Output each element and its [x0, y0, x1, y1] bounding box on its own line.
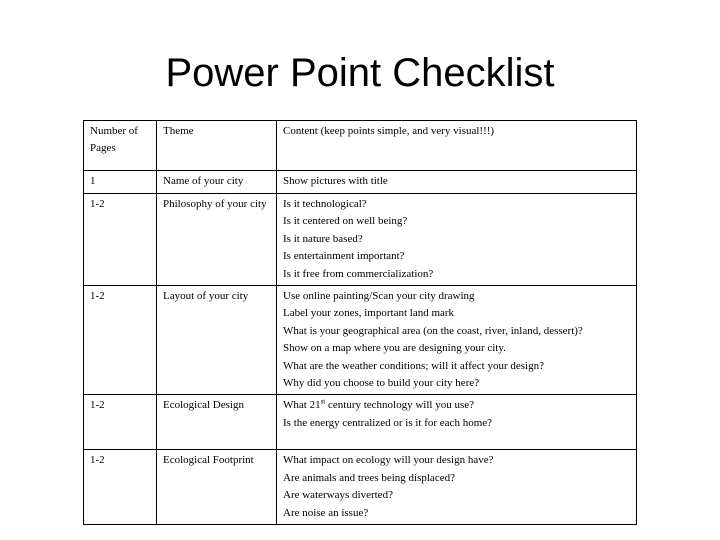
table-row — [84, 194, 637, 286]
table-row — [84, 450, 637, 525]
cell-pages: 1-2 — [84, 286, 157, 395]
cell-content — [277, 450, 637, 525]
content-line: What is your geographical area (on the coast, river, inland, dessert)? — [283, 324, 583, 337]
cell-theme: Ecological Design — [157, 395, 277, 450]
table-row — [84, 395, 637, 450]
content-line: Is the energy centralized or is it for each home? — [283, 416, 493, 429]
table-header-row — [84, 121, 637, 171]
content-line — [283, 397, 630, 414]
slide-title: Power Point Checklist — [165, 51, 555, 95]
cell-pages: 1-2 — [84, 395, 157, 450]
cell-theme: Philosophy of your city — [157, 194, 277, 286]
cell-pages: 1 — [84, 171, 157, 194]
table-row — [84, 171, 637, 194]
header-theme: Theme — [157, 121, 277, 171]
header-number-of-pages: Number of Pages — [84, 121, 157, 171]
content-line: Is it centered on well being? — [283, 215, 408, 228]
content-text: What 21 — [283, 399, 321, 412]
cell-content — [277, 194, 637, 286]
cell-content — [277, 286, 637, 395]
ordinal-suffix: st — [320, 397, 326, 406]
checklist-table — [83, 120, 637, 525]
content-line: Use online painting/Scan your city drawing — [283, 290, 475, 303]
cell-content — [277, 395, 637, 450]
content-line: Label your zones, important land mark — [283, 307, 455, 320]
content-line: Is it technological? — [283, 198, 367, 210]
content-line: Are noise an issue? — [283, 506, 369, 519]
content-line: Are animals and trees being displaced? — [283, 471, 455, 484]
cell-theme: Layout of your city — [157, 286, 277, 395]
content-line: Show pictures with title — [283, 175, 388, 187]
content-line: Are waterways diverted? — [283, 489, 393, 502]
content-text: century technology will you use? — [325, 399, 475, 412]
cell-content — [277, 171, 637, 194]
cell-pages: 1-2 — [84, 194, 157, 286]
content-line: What are the weather conditions; will it affect your design? — [283, 359, 544, 372]
content-line: What impact on ecology will your design have? — [283, 454, 494, 467]
content-line: Is entertainment important? — [283, 250, 405, 263]
table-row — [84, 286, 637, 395]
cell-theme: Ecological Footprint — [157, 450, 277, 525]
cell-theme: Name of your city — [157, 171, 277, 194]
header-content: Content (keep points simple, and very visual!!!) — [277, 121, 637, 171]
content-line: Why did you choose to build your city here? — [283, 377, 480, 390]
cell-pages: 1-2 — [84, 450, 157, 525]
content-line: Is it free from commercialization? — [283, 267, 434, 280]
content-line: Show on a map where you are designing your city. — [283, 342, 506, 355]
content-line: Is it nature based? — [283, 232, 363, 245]
